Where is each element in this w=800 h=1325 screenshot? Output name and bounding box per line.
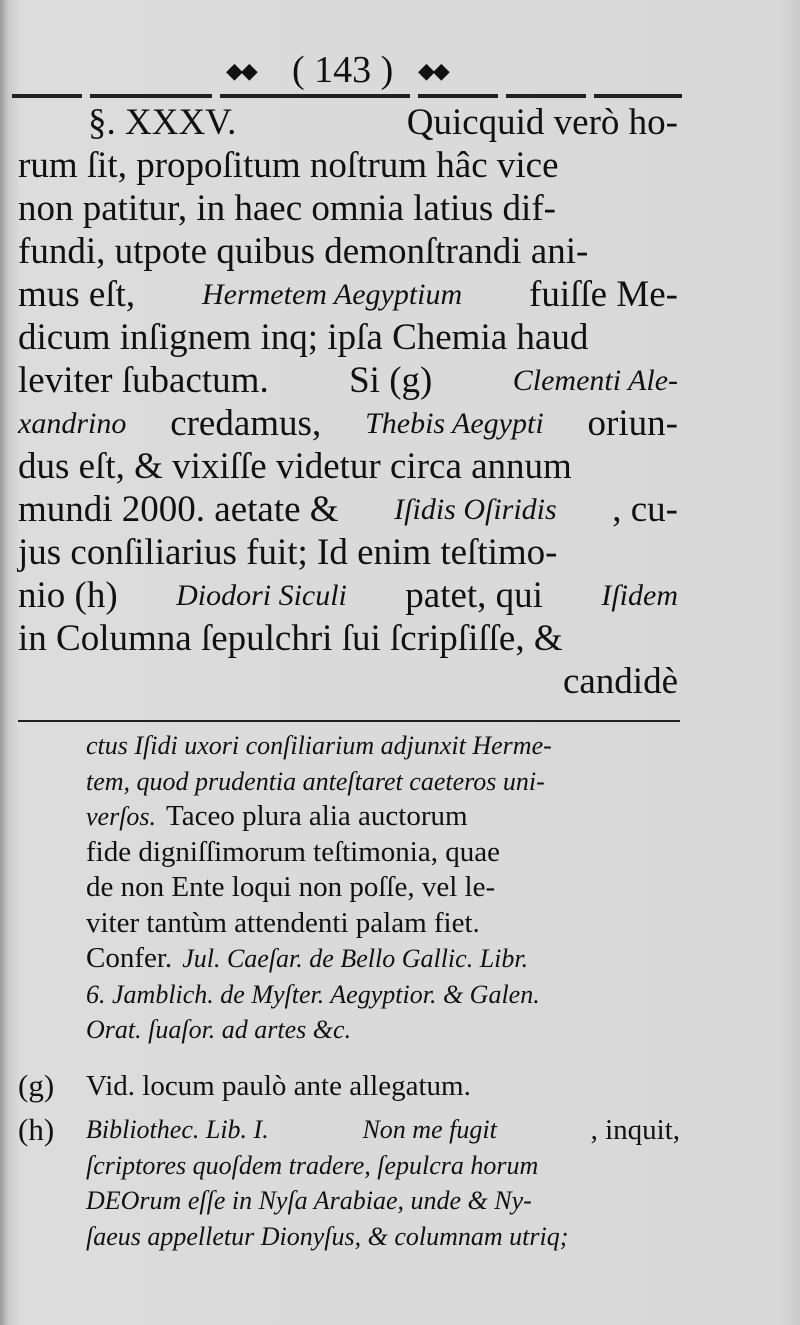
- note-line: tem, quod prudentia anteſtaret caeteros uni-: [86, 766, 545, 796]
- footnote-line: Bibliothec. Lib. I. Non me fugit , inquit,: [86, 1114, 680, 1146]
- header-rule: [12, 94, 682, 100]
- text-line: leviter ſubactum. Si (g) Clementi Ale-: [18, 360, 678, 401]
- note-line: ctus Iſidi uxori conſiliarium adjunxit Herme-: [86, 731, 552, 760]
- note-line: Orat. ſuaſor. ad artes &c.: [86, 1015, 352, 1044]
- note-line: de non Ente loqui non poſſe, vel le-: [86, 871, 496, 903]
- page-number: ( 143 ): [292, 49, 394, 91]
- footnote-line: DEOrum eſſe in Nyſa Arabiae, unde & Ny-: [86, 1186, 532, 1215]
- text-line: non patitur, in haec omnia latius dif-: [18, 188, 556, 229]
- footnote-mark: (h): [18, 1112, 55, 1147]
- footnote-line: Vid. locum paulò ante allegatum.: [86, 1070, 471, 1102]
- footnote-separator: [18, 720, 680, 722]
- note-line: fide digniſſimorum teſtimonia, quae: [86, 835, 500, 868]
- footnote-line: ſaeus appelletur Dionyſus, & columnam utriq;: [86, 1221, 569, 1251]
- note-line: 6. Jamblich. de Myſter. Aegyptior. & Galen.: [86, 979, 540, 1009]
- ornament-right-icon: ◆◆: [418, 58, 448, 83]
- text-line: fundi, utpote quibus demonſtrandi ani-: [18, 231, 589, 272]
- text-line: xandrino credamus, Thebis Aegypti oriun-: [18, 403, 678, 444]
- catchword: candidè: [562, 661, 678, 702]
- text-line: dus eſt, & vixiſſe videtur circa annum: [18, 446, 572, 487]
- footnote-mark: (g): [18, 1068, 55, 1103]
- footnote-line: ſcriptores quoſdem tradere, ſepulcra horum: [86, 1150, 539, 1180]
- text-line: dicum inſignem inq; ipſa Chemia haud: [18, 317, 589, 358]
- note-line: viter tantùm attendenti palam fiet.: [86, 906, 480, 939]
- text-line: rum ſit, propoſitum noſtrum hâc vice: [18, 145, 559, 186]
- text-line: §. XXXV. Quicquid verò ho-: [88, 102, 678, 143]
- continued-footnote: [86, 728, 680, 1048]
- text-line: mundi 2000. aetate & Iſidis Oſiridis , cu-: [18, 489, 678, 530]
- note-line: Confer. Jul. Caeſar. de Bello Gallic. Libr.: [86, 942, 529, 974]
- text-line: in Columna ſepulchri ſui ſcripſiſſe, &: [18, 618, 563, 659]
- text-line: mus eſt, Hermetem Aegyptium fuiſſe Me-: [18, 274, 678, 315]
- text-line: nio (h) Diodori Siculi patet, qui Iſidem: [18, 575, 678, 616]
- main-text: [18, 101, 678, 703]
- text-line: jus conſiliarius fuit; Id enim teſtimo-: [18, 532, 558, 573]
- note-line: verſos. Taceo plura alia auctorum: [86, 800, 468, 832]
- page-header: [0, 48, 800, 94]
- ornament-left-icon: ◆◆: [226, 58, 256, 83]
